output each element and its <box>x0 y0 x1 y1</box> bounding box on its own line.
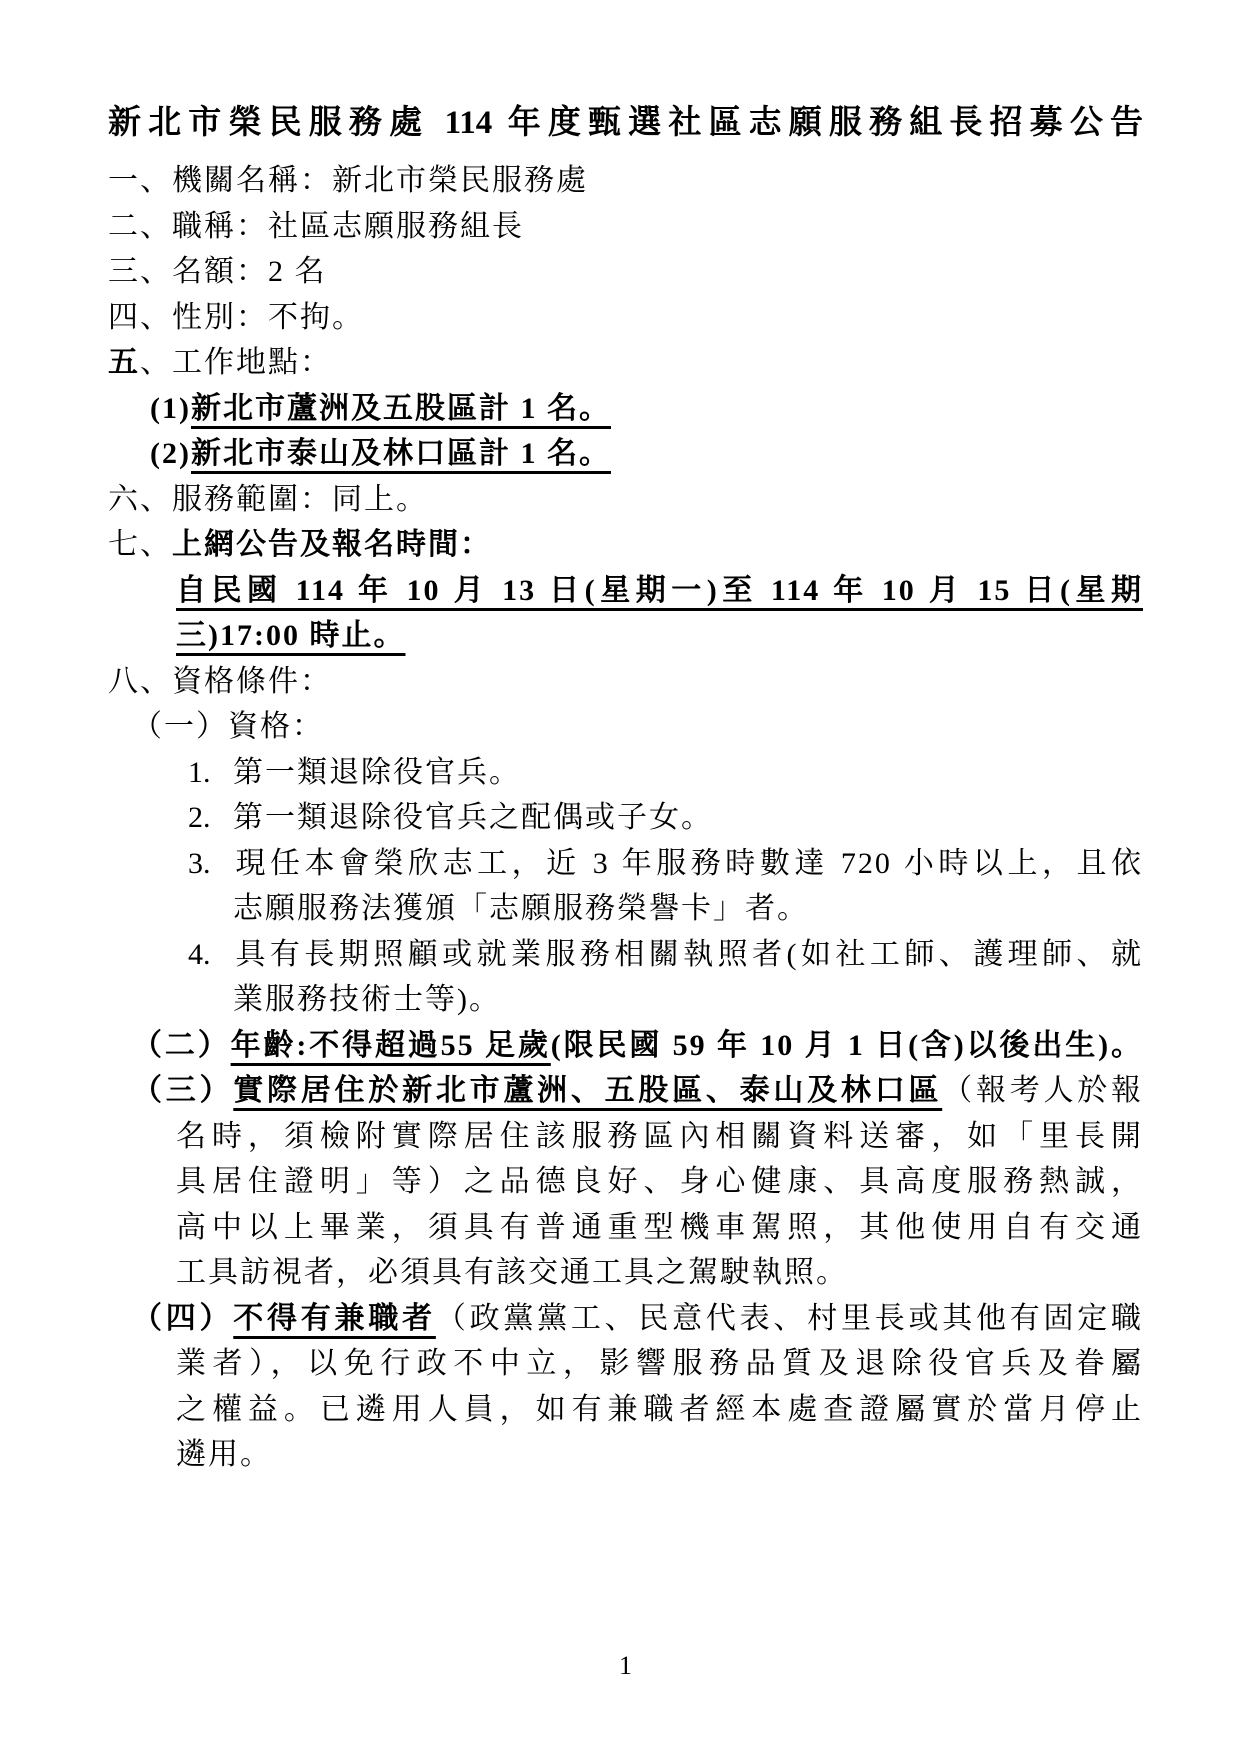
section-8-qualifications-heading <box>108 659 1143 705</box>
eligibility-item-3-line-1 <box>108 841 1143 887</box>
eligibility-item-3-text-1: 現任本會榮欣志工，近 3 年服務時數達 720 小時以上，且依 <box>233 846 1143 880</box>
announcement-period-text-1: 自民國 114 年 10 月 13 日(星期一)至 114 年 10 月 15 日(星期 <box>176 573 1143 607</box>
eligibility-item-1 <box>108 750 1143 796</box>
section-3-text: 三、名額：2 名 <box>108 255 327 288</box>
eligibility-item-3-line-2 <box>108 886 1143 932</box>
page-number: 1 <box>619 1650 632 1680</box>
section-5-worksite-heading <box>108 340 1143 386</box>
eligibility-item-2 <box>108 795 1143 841</box>
worksite-item-1 <box>108 386 1143 432</box>
eligibility-item-1-text: 第一類退除役官兵。 <box>233 755 521 789</box>
announcement-period-line-1 <box>108 568 1143 614</box>
qualification-4-text-3: 之權益。已遴用人員，如有兼職者經本處查證屬實於當月停止 <box>176 1392 1143 1426</box>
eligibility-item-4-number: 4. <box>188 937 211 971</box>
eligibility-item-4-line-1 <box>108 932 1143 978</box>
section-3-quota <box>108 249 1143 295</box>
qualification-3-line-5 <box>108 1250 1143 1296</box>
qualification-4-underlined-text: 不得有兼職者 <box>233 1301 436 1335</box>
qualification-3-residency-line-1 <box>108 1068 1143 1114</box>
eligibility-item-3-number: 3. <box>188 846 211 880</box>
qualification-4-line-4 <box>108 1432 1143 1478</box>
worksite-2-text: 新北市泰山及林口區計 1 名。 <box>190 437 611 470</box>
qualification-4-rest-text: （政黨黨工、民意代表、村里長或其他有固定職 <box>435 1301 1144 1335</box>
qualification-4-text-2: 業者），以免行政不中立，影響服務品質及退除役官兵及眷屬 <box>176 1347 1143 1380</box>
section-6-text: 六、服務範圍：同上。 <box>108 482 428 516</box>
qualification-3-label: （三） <box>132 1074 234 1107</box>
worksite-item-2 <box>108 431 1143 477</box>
section-7-announcement-period-heading <box>108 522 1143 568</box>
qualification-2-underlined-text: 年齡:不得超過55 足歲 <box>230 1028 551 1062</box>
eligibility-item-4-line-2 <box>108 977 1143 1023</box>
qualification-3-rest-text: （報考人於報 <box>942 1074 1144 1107</box>
qualification-3-underlined-text: 實際居住於新北市蘆洲、五股區、泰山及林口區 <box>233 1074 943 1107</box>
eligibility-item-3-text-2: 志願服務法獲頒「志願服務榮譽卡」者。 <box>233 892 809 925</box>
qualification-3-line-4 <box>108 1205 1143 1251</box>
qualification-2-age-limit <box>108 1023 1143 1069</box>
section-7-number: 七、 <box>108 528 172 561</box>
qualification-1-text: （一）資格： <box>132 710 324 743</box>
announcement-period-line-2 <box>108 613 1143 659</box>
eligibility-item-2-number: 2. <box>188 801 211 834</box>
qualification-4-text-4: 遴用。 <box>176 1438 272 1471</box>
announcement-period-text-2: 三)17:00 時止。 <box>176 619 406 652</box>
qualification-3-text-2: 名時，須檢附實際居住該服務區內相關資料送審，如「里長開 <box>176 1119 1143 1153</box>
section-6-service-area <box>108 477 1143 523</box>
qualification-3-text-3: 具居住證明」等）之品德良好、身心健康、具高度服務熱誠， <box>176 1165 1143 1198</box>
section-4-gender <box>108 295 1143 341</box>
page-title: 新北市榮民服務處 114 年度甄選社區志願服務組長招募公告 <box>108 105 1143 141</box>
section-1-agency <box>108 158 1143 204</box>
worksite-1-number: (1) <box>150 391 191 425</box>
qualification-4-line-3 <box>108 1387 1143 1433</box>
worksite-1-text: 新北市蘆洲及五股區計 1 名。 <box>190 391 611 425</box>
eligibility-item-4-text-1: 具有長期照顧或就業服務相關執照者(如社工師、護理師、就 <box>233 937 1143 971</box>
qualification-3-line-2 <box>108 1114 1143 1160</box>
qualification-2-label: （二） <box>132 1028 231 1062</box>
eligibility-item-1-number: 1. <box>188 755 211 789</box>
eligibility-item-4-text-2: 業服務技術士等)。 <box>233 983 501 1016</box>
qualification-3-text-4: 高中以上畢業，須具有普通重型機車駕照，其他使用自有交通 <box>176 1210 1143 1244</box>
qualification-4-line-2 <box>108 1341 1143 1387</box>
qualification-2-rest-text: (限民國 59 年 10 月 1 日(含)以後出生)。 <box>550 1028 1143 1062</box>
qualification-1-heading <box>108 704 1143 750</box>
section-1-text: 一、機關名稱：新北市榮民服務處 <box>108 164 588 197</box>
eligibility-item-2-text: 第一類退除役官兵之配偶或子女。 <box>233 801 713 834</box>
section-7-text: 上網公告及報名時間： <box>172 528 492 561</box>
section-5-number: 五 <box>108 346 140 379</box>
section-4-text: 四、性別：不拘。 <box>108 300 364 334</box>
qualification-4-no-concurrent-jobs-line-1 <box>108 1296 1143 1342</box>
qualification-3-line-3 <box>108 1159 1143 1205</box>
qualification-4-label: （四） <box>132 1301 234 1335</box>
section-2-job-title <box>108 204 1143 250</box>
section-5-text: 、工作地點： <box>140 346 332 379</box>
section-8-text: 八、資格條件： <box>108 664 332 698</box>
worksite-2-number: (2) <box>150 437 191 470</box>
qualification-3-text-5: 工具訪視者，必須具有該交通工具之駕駛執照。 <box>176 1256 848 1289</box>
section-2-text: 二、職稱：社區志願服務組長 <box>108 209 524 243</box>
